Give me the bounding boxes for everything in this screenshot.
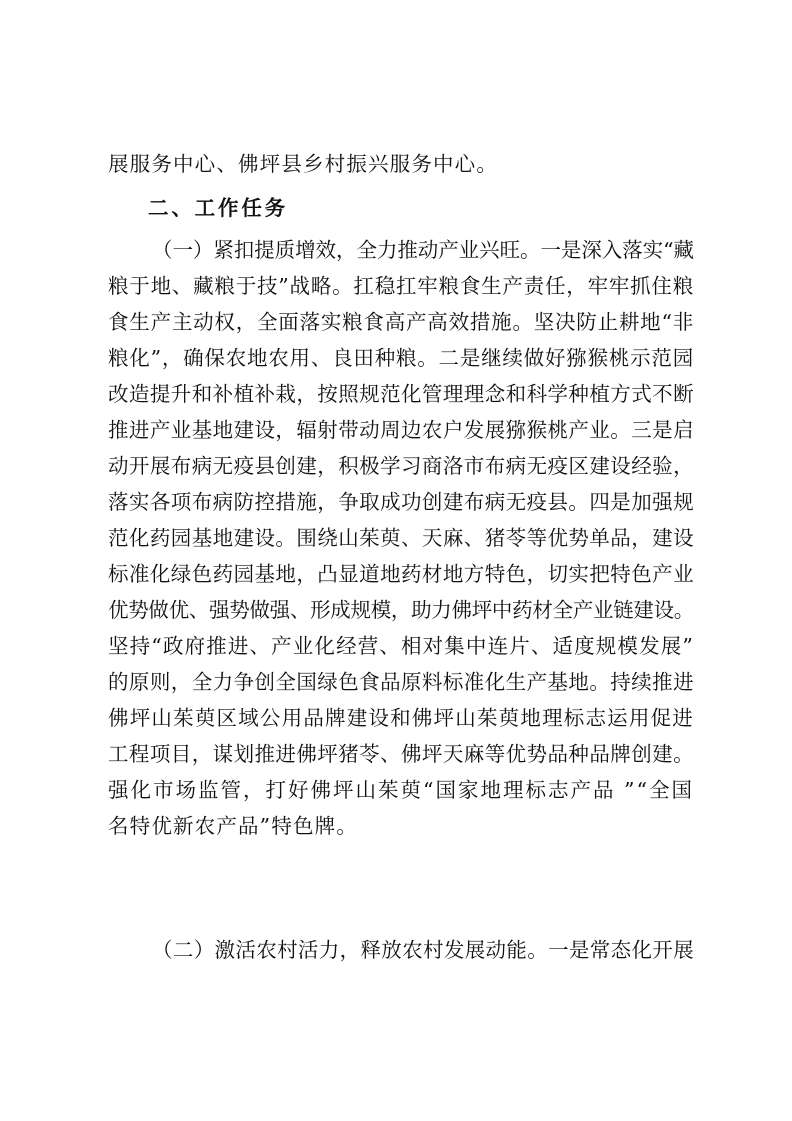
paragraph-text: 的原则，全力争创全国绿色食品原料标准化生产基地。持续推进: [108, 670, 694, 694]
text-line-14: [0, 626, 792, 666]
paragraph-text: 优势做优、强势做强、形成规模，助力佛坪中药材全产业链建设。: [108, 598, 694, 622]
paragraph-text: 坚持“政府推进、产业化经营、相对集中连片、适度规模发展”: [108, 634, 694, 658]
text-line-12: [0, 554, 792, 594]
text-line-13: [0, 590, 792, 630]
paragraph-text: 粮于地、藏粮于技”战略。扛稳扛牢粮食生产责任，牢牢抓住粮: [108, 274, 694, 298]
paragraph-text: 粮化”，确保农地农用、良田种粮。二是继续做好猕猴桃示范园: [108, 346, 694, 370]
paragraph-text: 工程项目，谋划推进佛坪猪苓、佛坪天麻等优势品种品牌创建。: [108, 742, 694, 766]
paragraph-text: 强化市场监管，打好佛坪山茱萸“国家地理标志产品 ”“全国: [108, 778, 694, 802]
text-line-4: [0, 266, 792, 306]
text-line-16: [0, 698, 792, 738]
text-line-9: [0, 446, 792, 486]
section-heading: 二、工作任务: [148, 196, 288, 220]
paragraph-text: 名特优新农产品”特色牌。: [108, 814, 358, 838]
paragraph-text: 动开展布病无疫县创建，积极学习商洛市布病无疫区建设经验，: [108, 454, 694, 478]
paragraph-text: （二）激活农村活力，释放农村发展动能。一是常态化开展: [152, 938, 694, 962]
text-line-18: [0, 770, 792, 810]
text-line-19: [0, 806, 792, 846]
paragraph-text: 标准化绿色药园基地，凸显道地药材地方特色，切实把特色产业: [108, 562, 694, 586]
text-line-15: [0, 662, 792, 702]
text-line-3: [0, 230, 792, 270]
text-line-10: [0, 482, 792, 522]
paragraph-text: （一）紧扣提质增效，全力推动产业兴旺。一是深入落实“藏: [152, 238, 694, 262]
paragraph-text: 佛坪山茱萸区域公用品牌建设和佛坪山茱萸地理标志运用促进: [108, 706, 694, 730]
text-line-7: [0, 374, 792, 414]
section-heading-line: [0, 188, 792, 228]
text-line-1: [0, 144, 792, 184]
paragraph-text: 改造提升和补植补栽，按照规范化管理理念和科学种植方式不断: [108, 382, 694, 406]
text-line-17: [0, 734, 792, 774]
paragraph-text: 食生产主动权，全面落实粮食高产高效措施。坚决防止耕地“非: [108, 310, 694, 334]
text-line-8: [0, 410, 792, 450]
paragraph-text: 范化药园基地建设。围绕山茱萸、天麻、猪苓等优势单品，建设: [108, 526, 694, 550]
paragraph-text: 展服务中心、佛坪县乡村振兴服务中心。: [108, 152, 498, 176]
text-line-5: [0, 302, 792, 342]
text-line-6: [0, 338, 792, 378]
text-line-11: [0, 518, 792, 558]
text-line-20: [0, 930, 792, 970]
paragraph-text: 落实各项布病防控措施，争取成功创建布病无疫县。四是加强规: [108, 490, 694, 514]
paragraph-text: 推进产业基地建设，辐射带动周边农户发展猕猴桃产业。三是启: [108, 418, 694, 442]
